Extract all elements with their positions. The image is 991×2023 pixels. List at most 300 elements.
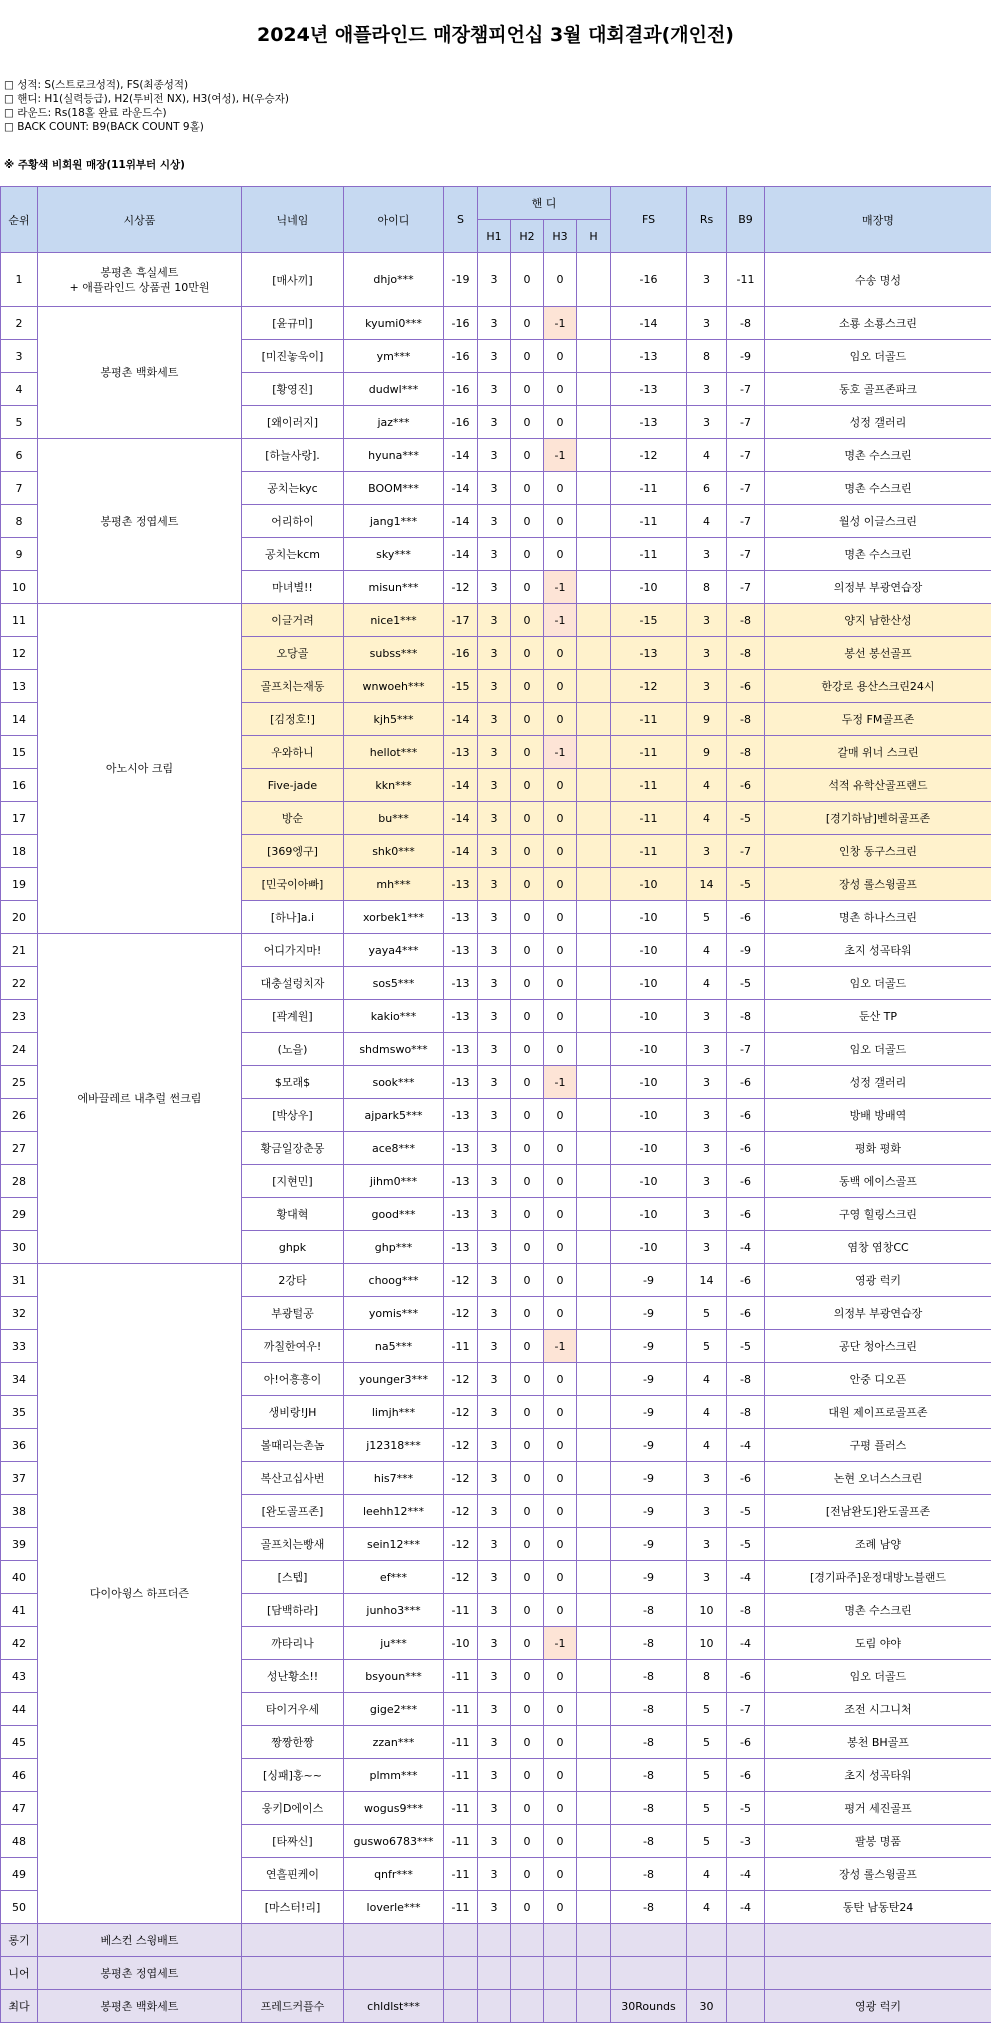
cell-b9: -5 xyxy=(727,802,765,835)
cell-fs: -8 xyxy=(611,1594,687,1627)
cell-h3: 0 xyxy=(544,406,577,439)
cell-rank: 22 xyxy=(1,967,38,1000)
cell-fs: -10 xyxy=(611,1066,687,1099)
cell-rank: 33 xyxy=(1,1330,38,1363)
cell-nick: (노을) xyxy=(242,1033,344,1066)
cell-rank: 21 xyxy=(1,934,38,967)
cell-nick: 2강타 xyxy=(242,1264,344,1297)
cell-h2: 0 xyxy=(511,769,544,802)
footer-nick xyxy=(242,1924,344,1957)
cell-nick: 마녀별!! xyxy=(242,571,344,604)
cell-nick: [민국이아빠] xyxy=(242,868,344,901)
cell-b9: -5 xyxy=(727,1330,765,1363)
cell-b9: -6 xyxy=(727,1726,765,1759)
footer-fs: 30Rounds xyxy=(611,1990,687,2023)
cell-nick: 우와하니 xyxy=(242,736,344,769)
cell-h3: -1 xyxy=(544,1330,577,1363)
cell-store: 봉천 BH골프 xyxy=(765,1726,991,1759)
cell-fs: -11 xyxy=(611,472,687,505)
cell-store: 둔산 TP xyxy=(765,1000,991,1033)
cell-h3: 0 xyxy=(544,1033,577,1066)
cell-h1: 3 xyxy=(478,340,511,373)
cell-rank: 47 xyxy=(1,1792,38,1825)
cell-id: na5*** xyxy=(344,1330,444,1363)
cell-h1: 3 xyxy=(478,1495,511,1528)
cell-id: plmm*** xyxy=(344,1759,444,1792)
cell-rs: 3 xyxy=(687,538,727,571)
cell-rank: 7 xyxy=(1,472,38,505)
cell-fs: -9 xyxy=(611,1495,687,1528)
cell-h2: 0 xyxy=(511,604,544,637)
cell-s: -13 xyxy=(444,901,478,934)
note-non-member: ※ 주황색 비회원 매장(11위부터 시상) xyxy=(4,157,185,172)
cell-h xyxy=(577,1693,611,1726)
cell-nick: 이글거려 xyxy=(242,604,344,637)
cell-h1: 3 xyxy=(478,1693,511,1726)
cell-h1: 3 xyxy=(478,472,511,505)
cell-h1: 3 xyxy=(478,769,511,802)
cell-fs: -13 xyxy=(611,406,687,439)
cell-h3: 0 xyxy=(544,967,577,1000)
header-fs: FS xyxy=(611,187,687,253)
cell-nick: 골프치는빵새 xyxy=(242,1528,344,1561)
cell-b9: -4 xyxy=(727,1858,765,1891)
cell-s: -14 xyxy=(444,703,478,736)
cell-nick: [하나]a.i xyxy=(242,901,344,934)
cell-h1: 3 xyxy=(478,538,511,571)
cell-nick: 어리하이 xyxy=(242,505,344,538)
cell-h3: -1 xyxy=(544,439,577,472)
cell-fs: -10 xyxy=(611,1198,687,1231)
cell-nick: 오당골 xyxy=(242,637,344,670)
cell-h2: 0 xyxy=(511,802,544,835)
cell-h xyxy=(577,1198,611,1231)
cell-store: 공단 청아스크린 xyxy=(765,1330,991,1363)
cell-s: -16 xyxy=(444,637,478,670)
cell-b9: -11 xyxy=(727,253,765,307)
cell-rs: 4 xyxy=(687,1858,727,1891)
cell-fs: -10 xyxy=(611,1000,687,1033)
cell-id: qnfr*** xyxy=(344,1858,444,1891)
cell-h2: 0 xyxy=(511,703,544,736)
cell-id: hellot*** xyxy=(344,736,444,769)
cell-rs: 5 xyxy=(687,1330,727,1363)
cell-store: 평화 평화 xyxy=(765,1132,991,1165)
cell-id: sein12*** xyxy=(344,1528,444,1561)
cell-id: xorbek1*** xyxy=(344,901,444,934)
cell-h2: 0 xyxy=(511,1528,544,1561)
cell-h xyxy=(577,703,611,736)
cell-store: 영광 럭키 xyxy=(765,1264,991,1297)
cell-rank: 45 xyxy=(1,1726,38,1759)
cell-nick: [마스터!리] xyxy=(242,1891,344,1924)
cell-id: gige2*** xyxy=(344,1693,444,1726)
cell-h1: 3 xyxy=(478,1759,511,1792)
cell-rank: 2 xyxy=(1,307,38,340)
footer-label: 최다 xyxy=(1,1990,38,2023)
cell-h1: 3 xyxy=(478,439,511,472)
cell-h2: 0 xyxy=(511,1000,544,1033)
cell-h2: 0 xyxy=(511,1330,544,1363)
cell-fs: -10 xyxy=(611,901,687,934)
cell-s: -12 xyxy=(444,1396,478,1429)
cell-nick: [왜이러지] xyxy=(242,406,344,439)
cell-h xyxy=(577,439,611,472)
cell-rs: 3 xyxy=(687,1165,727,1198)
cell-b9: -6 xyxy=(727,1099,765,1132)
cell-nick: [매사끼] xyxy=(242,253,344,307)
cell-b9: -3 xyxy=(727,1825,765,1858)
cell-s: -14 xyxy=(444,538,478,571)
cell-nick: 까칠한여우! xyxy=(242,1330,344,1363)
cell-id: limjh*** xyxy=(344,1396,444,1429)
cell-b9: -4 xyxy=(727,1627,765,1660)
cell-fs: -16 xyxy=(611,253,687,307)
cell-nick: 연흘핀케이 xyxy=(242,1858,344,1891)
cell-h1: 3 xyxy=(478,1594,511,1627)
cell-fs: -13 xyxy=(611,637,687,670)
cell-h1: 3 xyxy=(478,1528,511,1561)
cell-h1: 3 xyxy=(478,373,511,406)
cell-rs: 10 xyxy=(687,1627,727,1660)
cell-id: subss*** xyxy=(344,637,444,670)
cell-id: ace8*** xyxy=(344,1132,444,1165)
cell-store: 명촌 수스크린 xyxy=(765,439,991,472)
cell-s: -13 xyxy=(444,736,478,769)
cell-h1: 3 xyxy=(478,934,511,967)
cell-h2: 0 xyxy=(511,1099,544,1132)
cell-rs: 3 xyxy=(687,373,727,406)
cell-h xyxy=(577,1429,611,1462)
cell-h2: 0 xyxy=(511,1825,544,1858)
cell-h1: 3 xyxy=(478,1825,511,1858)
cell-h3: 0 xyxy=(544,1858,577,1891)
cell-h xyxy=(577,1099,611,1132)
cell-b9: -7 xyxy=(727,538,765,571)
cell-h3: 0 xyxy=(544,505,577,538)
cell-rs: 9 xyxy=(687,703,727,736)
cell-store: 성정 갤러리 xyxy=(765,1066,991,1099)
cell-h2: 0 xyxy=(511,1792,544,1825)
cell-id: shdmswo*** xyxy=(344,1033,444,1066)
cell-nick: $모래$ xyxy=(242,1066,344,1099)
cell-rank: 39 xyxy=(1,1528,38,1561)
cell-h xyxy=(577,1297,611,1330)
cell-rank: 25 xyxy=(1,1066,38,1099)
cell-store: [경기하남]벤허골프존 xyxy=(765,802,991,835)
cell-fs: -10 xyxy=(611,1231,687,1264)
cell-h3: 0 xyxy=(544,1132,577,1165)
footer-rs xyxy=(687,1957,727,1990)
cell-h1: 3 xyxy=(478,703,511,736)
cell-id: mh*** xyxy=(344,868,444,901)
cell-fs: -9 xyxy=(611,1528,687,1561)
cell-nick: 복산고십사번 xyxy=(242,1462,344,1495)
cell-store: 논현 오너스스크린 xyxy=(765,1462,991,1495)
cell-nick: 황금일장춘몽 xyxy=(242,1132,344,1165)
cell-nick: 생비랑!JH xyxy=(242,1396,344,1429)
cell-store: 소룡 소룡스크린 xyxy=(765,307,991,340)
cell-s: -12 xyxy=(444,1363,478,1396)
cell-store: 성정 갤러리 xyxy=(765,406,991,439)
cell-s: -10 xyxy=(444,1627,478,1660)
cell-rs: 5 xyxy=(687,1297,727,1330)
cell-b9: -8 xyxy=(727,1363,765,1396)
footer-id: chldlst*** xyxy=(344,1990,444,2023)
footer-empty xyxy=(511,1990,544,2023)
note-handicap: □ 핸디: H1(실력등급), H2(투비전 NX), H3(여성), H(우승자) xyxy=(4,92,289,106)
cell-h xyxy=(577,253,611,307)
cell-h1: 3 xyxy=(478,1429,511,1462)
cell-store: 한강로 용산스크린24시 xyxy=(765,670,991,703)
prize-cell: 다이아윙스 하프더즌 xyxy=(38,1264,242,1924)
cell-s: -16 xyxy=(444,373,478,406)
cell-nick: [싱패]홍~~ xyxy=(242,1759,344,1792)
cell-s: -14 xyxy=(444,472,478,505)
cell-s: -13 xyxy=(444,1132,478,1165)
cell-h xyxy=(577,472,611,505)
cell-h xyxy=(577,868,611,901)
footer-empty xyxy=(478,1957,511,1990)
cell-h xyxy=(577,967,611,1000)
cell-store: 임오 더골드 xyxy=(765,967,991,1000)
cell-s: -11 xyxy=(444,1660,478,1693)
cell-h xyxy=(577,1528,611,1561)
cell-fs: -10 xyxy=(611,571,687,604)
cell-nick: 웅키D에이스 xyxy=(242,1792,344,1825)
table-row xyxy=(1,604,991,637)
cell-h1: 3 xyxy=(478,1264,511,1297)
cell-b9: -6 xyxy=(727,1660,765,1693)
cell-h1: 3 xyxy=(478,868,511,901)
cell-h1: 3 xyxy=(478,1165,511,1198)
cell-rank: 37 xyxy=(1,1462,38,1495)
results-table xyxy=(0,186,991,2023)
cell-rs: 3 xyxy=(687,835,727,868)
cell-id: loverle*** xyxy=(344,1891,444,1924)
cell-rank: 30 xyxy=(1,1231,38,1264)
cell-s: -13 xyxy=(444,967,478,1000)
cell-nick: 까타리나 xyxy=(242,1627,344,1660)
cell-id: junho3*** xyxy=(344,1594,444,1627)
header-rank: 순위 xyxy=(1,187,38,253)
cell-h1: 3 xyxy=(478,307,511,340)
cell-h xyxy=(577,769,611,802)
cell-b9: -8 xyxy=(727,1000,765,1033)
cell-h3: 0 xyxy=(544,670,577,703)
cell-h1: 3 xyxy=(478,1297,511,1330)
cell-s: -11 xyxy=(444,1759,478,1792)
cell-h xyxy=(577,505,611,538)
cell-s: -16 xyxy=(444,406,478,439)
cell-s: -11 xyxy=(444,1825,478,1858)
cell-h3: 0 xyxy=(544,253,577,307)
cell-rank: 19 xyxy=(1,868,38,901)
cell-id: jaz*** xyxy=(344,406,444,439)
cell-h3: 0 xyxy=(544,1561,577,1594)
cell-rs: 3 xyxy=(687,1528,727,1561)
cell-s: -14 xyxy=(444,439,478,472)
cell-fs: -9 xyxy=(611,1297,687,1330)
prize-cell: 아노시아 크림 xyxy=(38,604,242,934)
cell-nick: [지현민] xyxy=(242,1165,344,1198)
cell-h2: 0 xyxy=(511,1396,544,1429)
cell-fs: -11 xyxy=(611,538,687,571)
footer-rs: 30 xyxy=(687,1990,727,2023)
cell-b9: -4 xyxy=(727,1561,765,1594)
cell-rank: 36 xyxy=(1,1429,38,1462)
cell-store: 구평 플러스 xyxy=(765,1429,991,1462)
footer-prize: 베스컨 스윙배트 xyxy=(38,1924,242,1957)
cell-s: -11 xyxy=(444,1891,478,1924)
cell-h2: 0 xyxy=(511,571,544,604)
cell-fs: -8 xyxy=(611,1792,687,1825)
cell-rs: 14 xyxy=(687,868,727,901)
cell-nick: 성난황소!! xyxy=(242,1660,344,1693)
cell-nick: 부광털공 xyxy=(242,1297,344,1330)
cell-fs: -12 xyxy=(611,670,687,703)
cell-nick: [하늘사랑]. xyxy=(242,439,344,472)
cell-fs: -8 xyxy=(611,1693,687,1726)
cell-fs: -9 xyxy=(611,1429,687,1462)
cell-h xyxy=(577,637,611,670)
cell-store: 초지 성곡타워 xyxy=(765,934,991,967)
cell-s: -12 xyxy=(444,1264,478,1297)
cell-h1: 3 xyxy=(478,1363,511,1396)
cell-h2: 0 xyxy=(511,538,544,571)
footer-empty xyxy=(577,1924,611,1957)
cell-rank: 16 xyxy=(1,769,38,802)
cell-store: 장성 롤스윙골프 xyxy=(765,1858,991,1891)
cell-rs: 4 xyxy=(687,769,727,802)
footer-store xyxy=(765,1924,991,1957)
cell-id: hyuna*** xyxy=(344,439,444,472)
cell-id: dudwl*** xyxy=(344,373,444,406)
cell-s: -14 xyxy=(444,802,478,835)
cell-fs: -11 xyxy=(611,703,687,736)
cell-h2: 0 xyxy=(511,1858,544,1891)
cell-rs: 5 xyxy=(687,1825,727,1858)
cell-h xyxy=(577,1264,611,1297)
cell-h2: 0 xyxy=(511,472,544,505)
header-h3: H3 xyxy=(544,220,577,253)
cell-b9: -6 xyxy=(727,1198,765,1231)
cell-store: 동호 골프존파크 xyxy=(765,373,991,406)
cell-nick: 타이거우세 xyxy=(242,1693,344,1726)
cell-h3: 0 xyxy=(544,1693,577,1726)
cell-b9: -5 xyxy=(727,1792,765,1825)
cell-h2: 0 xyxy=(511,1198,544,1231)
cell-h xyxy=(577,1726,611,1759)
cell-id: guswo6783*** xyxy=(344,1825,444,1858)
cell-store: 의정부 부광연습장 xyxy=(765,1297,991,1330)
table-row xyxy=(1,439,991,472)
footer-empty xyxy=(511,1957,544,1990)
cell-rs: 5 xyxy=(687,1759,727,1792)
cell-h1: 3 xyxy=(478,967,511,1000)
header-rs: Rs xyxy=(687,187,727,253)
cell-rank: 14 xyxy=(1,703,38,736)
cell-store: 의정부 부광연습장 xyxy=(765,571,991,604)
cell-fs: -11 xyxy=(611,505,687,538)
cell-h3: -1 xyxy=(544,307,577,340)
cell-id: kjh5*** xyxy=(344,703,444,736)
cell-h xyxy=(577,1858,611,1891)
cell-b9: -7 xyxy=(727,439,765,472)
cell-b9: -6 xyxy=(727,901,765,934)
cell-s: -13 xyxy=(444,1165,478,1198)
cell-rank: 32 xyxy=(1,1297,38,1330)
cell-b9: -4 xyxy=(727,1231,765,1264)
cell-fs: -11 xyxy=(611,736,687,769)
cell-b9: -7 xyxy=(727,406,765,439)
cell-rank: 38 xyxy=(1,1495,38,1528)
cell-h3: 0 xyxy=(544,1297,577,1330)
cell-h xyxy=(577,1132,611,1165)
cell-nick: [369엥구] xyxy=(242,835,344,868)
footer-empty xyxy=(727,1924,765,1957)
cell-nick: 짱짱한짱 xyxy=(242,1726,344,1759)
cell-h xyxy=(577,373,611,406)
cell-id: ju*** xyxy=(344,1627,444,1660)
cell-nick: Five-jade xyxy=(242,769,344,802)
cell-h3: 0 xyxy=(544,1891,577,1924)
cell-h xyxy=(577,934,611,967)
cell-h xyxy=(577,1759,611,1792)
cell-rs: 3 xyxy=(687,670,727,703)
cell-h xyxy=(577,604,611,637)
cell-h2: 0 xyxy=(511,1297,544,1330)
cell-store: 대원 제이프로골프존 xyxy=(765,1396,991,1429)
cell-rs: 3 xyxy=(687,1561,727,1594)
cell-h3: -1 xyxy=(544,1066,577,1099)
cell-h2: 0 xyxy=(511,1066,544,1099)
cell-store: 수송 명성 xyxy=(765,253,991,307)
cell-store: 인창 동구스크린 xyxy=(765,835,991,868)
cell-b9: -6 xyxy=(727,1759,765,1792)
footer-fs xyxy=(611,1957,687,1990)
cell-h3: 0 xyxy=(544,1462,577,1495)
header-nickname: 닉네임 xyxy=(242,187,344,253)
header-id: 아이디 xyxy=(344,187,444,253)
cell-rs: 3 xyxy=(687,1033,727,1066)
cell-h xyxy=(577,1594,611,1627)
cell-h2: 0 xyxy=(511,406,544,439)
cell-store: [경기파주]운정대방노블랜드 xyxy=(765,1561,991,1594)
cell-h2: 0 xyxy=(511,307,544,340)
cell-b9: -7 xyxy=(727,1033,765,1066)
cell-h2: 0 xyxy=(511,670,544,703)
cell-s: -11 xyxy=(444,1594,478,1627)
cell-fs: -8 xyxy=(611,1858,687,1891)
cell-b9: -6 xyxy=(727,1165,765,1198)
cell-nick: 골프치는재동 xyxy=(242,670,344,703)
cell-b9: -9 xyxy=(727,934,765,967)
prize-cell: 봉평촌 정엽세트 xyxy=(38,439,242,604)
cell-rs: 3 xyxy=(687,1198,727,1231)
cell-rs: 8 xyxy=(687,340,727,373)
cell-h3: 0 xyxy=(544,769,577,802)
header-b9: B9 xyxy=(727,187,765,253)
cell-h1: 3 xyxy=(478,604,511,637)
cell-id: his7*** xyxy=(344,1462,444,1495)
cell-id: wnwoeh*** xyxy=(344,670,444,703)
cell-id: zzan*** xyxy=(344,1726,444,1759)
header-h1: H1 xyxy=(478,220,511,253)
footer-empty xyxy=(577,1957,611,1990)
cell-rank: 13 xyxy=(1,670,38,703)
cell-rank: 10 xyxy=(1,571,38,604)
